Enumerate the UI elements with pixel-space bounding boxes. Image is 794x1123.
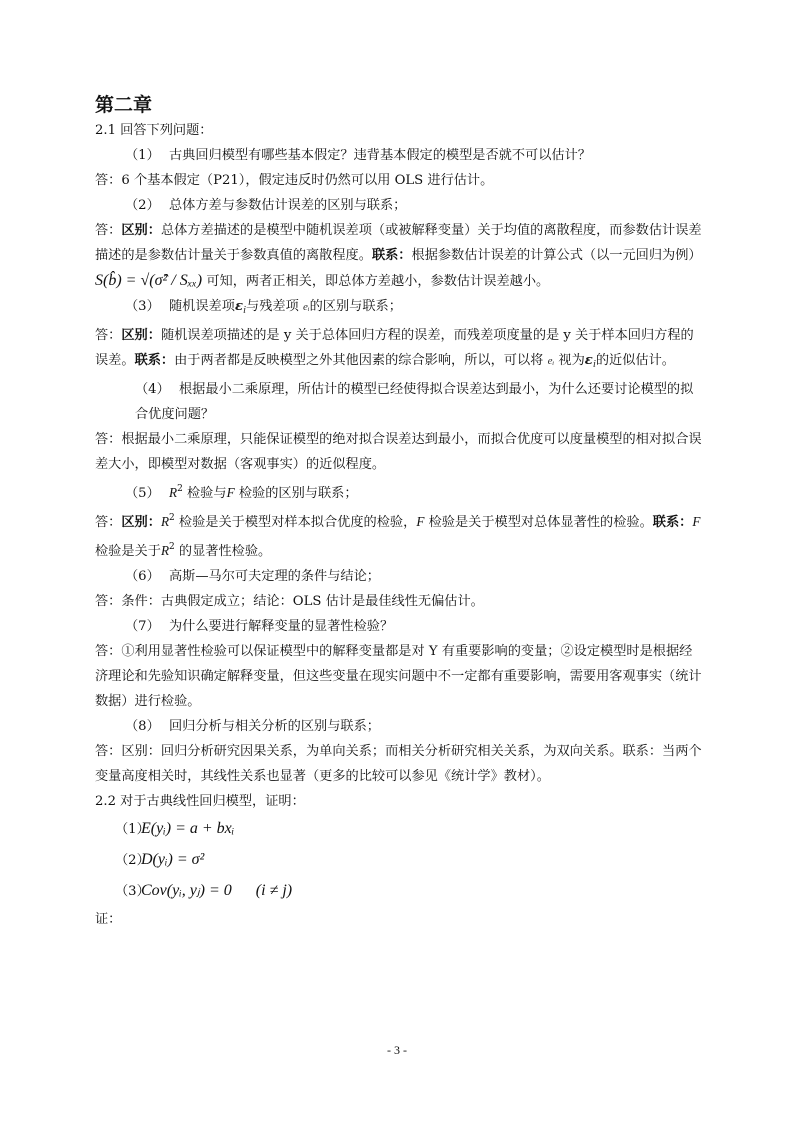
answer-3-text-2: 由于两者都是反映模型之外其他因素的综合影响，所以，可以将: [174, 353, 548, 368]
question-8: [95, 714, 705, 739]
standard-error-formula: S(b̂) = √(σ̂² / Sₓₓ): [95, 272, 203, 289]
answer-1: 答：6 个基本假定（P21），假定违反时仍然可以用 OLS 进行估计。: [95, 173, 494, 188]
r-superscript: 2: [169, 513, 175, 523]
question-5: [95, 477, 705, 506]
proof-item-1: [95, 814, 705, 845]
question-8-text: 回归分析与相关分析的区别与联系；: [169, 719, 380, 734]
f-symbol: F: [692, 514, 701, 529]
epsilon-subscript: i: [242, 304, 247, 316]
question-4-text: 根据最小二乘原理，所估计的模型已经使得拟合误差达到最小，为什么还要讨论模型的拟合优度问题？: [135, 382, 694, 422]
question-2-number: （2）: [125, 198, 160, 213]
answer-2-text-2: 根据参数估计误差的计算公式（以一元回归为例）: [411, 248, 702, 263]
epsilon-subscript: i: [592, 358, 596, 370]
proof-start: 证：: [95, 912, 122, 927]
f-symbol: F: [416, 514, 425, 529]
answer-4: 答：根据最小二乘原理，只能保证模型的绝对拟合误差达到最小，而拟合优度可以度量模型的相对拟合误差大小，即模型对数据（客观事实）的近似程度。: [95, 432, 702, 472]
section-2-1-heading: 2.1 回答下列问题：: [95, 123, 213, 138]
proof-item-2: [95, 845, 705, 876]
question-8-number: （8）: [125, 719, 160, 734]
question-3-number: （3）: [125, 299, 160, 314]
answer-5-text-2: 检验是关于模型对总体显著性的检验。: [424, 515, 653, 530]
document-page: [95, 92, 705, 932]
answer-2-text-3: 可知，两者正相关，即总体方差越小，参数估计误差越小。: [202, 274, 550, 289]
question-2: [95, 193, 705, 218]
question-1-number: （1）: [125, 148, 160, 163]
r-superscript: 2: [177, 484, 183, 494]
question-5-text-1: 检验与: [182, 486, 227, 501]
r-superscript: 2: [169, 542, 175, 552]
proof-item-1-formula: E(yᵢ) = a + bxᵢ: [141, 820, 235, 837]
answer-3-label-relation: 联系：: [134, 353, 175, 368]
answer-7: 答：①利用显著性检验可以保证模型中的解释变量都是对 Y 有重要影响的变量；②设定模型时是根据经济理论和先验知识确定解释变量，但这些变量在现实问题中不一定都有重要影响，需要用客观事实（统计数据）进行检验。: [95, 644, 702, 709]
answer-3-text-4: 的近似估计。: [595, 353, 675, 368]
proof-item-3-label: （3）: [115, 884, 150, 899]
proof-item-1-label: （1）: [115, 822, 150, 837]
answer-5-text-4: 的显著性检验。: [174, 544, 272, 559]
answer-5-label-relation: 联系：: [652, 515, 693, 530]
f-symbol: F: [226, 485, 235, 500]
answer-prefix: 答：: [95, 223, 122, 238]
question-3-text-2: 与残差项: [246, 299, 303, 314]
proof-item-2-formula: D(yᵢ) = σ²: [141, 851, 205, 868]
proof-item-3: [95, 876, 705, 907]
answer-5-label-difference: 区别：: [121, 515, 161, 530]
question-3: [95, 294, 705, 323]
chapter-title: 第二章: [95, 94, 153, 116]
question-5-text-2: 检验的区别与联系；: [234, 486, 358, 501]
question-7-number: （7）: [125, 619, 160, 634]
question-4: [95, 377, 705, 427]
question-7-text: 为什么要进行解释变量的显著性检验？: [169, 619, 394, 634]
residual-symbol: eᵢ: [302, 301, 310, 313]
answer-prefix: 答：: [95, 328, 122, 343]
answer-5: [95, 506, 705, 564]
page-number: - 3 -: [387, 1043, 407, 1057]
answer-2: [95, 218, 705, 294]
proof-item-3-formula: Cov(yᵢ, yⱼ) = 0 (i ≠ j): [141, 882, 293, 899]
r-symbol: R: [169, 485, 178, 500]
proof-item-2-label: （2）: [115, 853, 150, 868]
epsilon-symbol: ε: [234, 299, 243, 314]
question-1-text: 古典回归模型有哪些基本假定？违背基本假定的模型是否就不可以估计？: [169, 148, 591, 163]
section-2-2-heading: 2.2 对于古典线性回归模型，证明：: [95, 794, 305, 809]
answer-8: 答：区别：回归分析研究因果关系，为单向关系；而相关分析研究相关关系，为双向关系。联系：当两个变量高度相关时，其线性关系也显著（更多的比较可以参见《统计学》教材）。: [95, 744, 702, 784]
residual-symbol: eᵢ: [547, 355, 555, 367]
question-3-text-1: 随机误差项: [169, 299, 235, 314]
answer-3-text-1: 随机误差项描述的是 y 关于总体回归方程的误差，而残差项度量的是 y 关于样本回归方程的误差。: [95, 328, 694, 368]
answer-5-text-3: 检验是关于: [95, 544, 161, 559]
question-6-text: 高斯—马尔可夫定理的条件与结论；: [169, 569, 380, 584]
answer-3: [95, 323, 705, 377]
answer-3-text-3: 视为: [554, 353, 585, 368]
question-3-text-3: 的区别与联系；: [309, 299, 402, 314]
question-2-text: 总体方差与参数估计误差的区别与联系；: [169, 198, 407, 213]
answer-5-text-1: 检验是关于模型对样本拟合优度的检验，: [174, 515, 417, 530]
question-5-number: （5）: [125, 486, 160, 501]
answer-2-label-difference: 区别：: [121, 223, 161, 238]
answer-3-label-difference: 区别：: [121, 328, 161, 343]
r-symbol: R: [160, 543, 169, 558]
question-4-number: （4）: [135, 382, 170, 397]
question-6: [95, 564, 705, 589]
question-6-number: （6）: [125, 569, 160, 584]
question-1: [95, 143, 705, 168]
epsilon-symbol: ε: [584, 353, 593, 368]
answer-prefix: 答：: [95, 515, 122, 530]
r-symbol: R: [160, 514, 169, 529]
answer-6: 答：条件：古典假定成立；结论：OLS 估计是最佳线性无偏估计。: [95, 594, 484, 609]
question-7: [95, 614, 705, 639]
answer-2-label-relation: 联系：: [371, 248, 412, 263]
answer-2-text-1: 总体方差描述的是模型中随机误差项（或被解释变量）关于均值的离散程度，而参数估计误差描述的是参数估计量关于参数真值的离散程度。: [95, 223, 702, 263]
